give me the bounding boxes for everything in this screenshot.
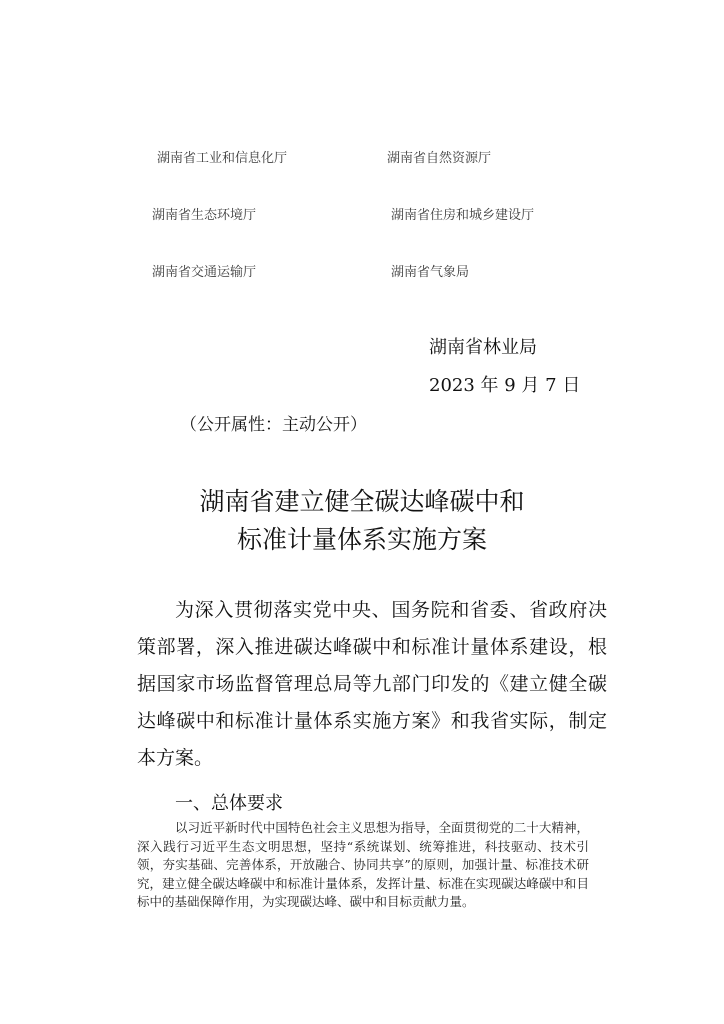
title-line-2: 标准计量体系实施方案 — [236, 525, 487, 554]
agency-natural-resources: 湖南省自然资源厅 — [387, 151, 492, 166]
signature-date: 2023 年 9 月 7 日 — [429, 375, 581, 396]
agency-industry-it: 湖南省工业和信息化厅 — [157, 151, 288, 166]
agency-ecology-environment: 湖南省生态环境厅 — [152, 208, 257, 223]
disclosure-attribute: （公开属性：主动公开） — [180, 415, 367, 435]
agency-transport: 湖南省交通运输厅 — [152, 265, 257, 280]
signature-org: 湖南省林业局 — [429, 337, 537, 358]
intro-paragraph: 为深入贯彻落实党中央、国务院和省委、省政府决策部署，深入推进碳达峰碳中和标准计量体系建设，根据国家市场监督管理总局等九部门印发的《建立健全碳达峰碳中和标准计量体系实施方案》和我省实际，制定本方案。 — [137, 599, 607, 769]
title-line-1: 湖南省建立健全碳达峰碳中和 — [199, 487, 525, 516]
agency-housing-construction: 湖南省住房和城乡建设厅 — [391, 208, 535, 223]
agency-meteorology: 湖南省气象局 — [391, 265, 470, 280]
section-heading-general-requirements: 一、总体要求 — [175, 793, 283, 814]
section-paragraph: 以习近平新时代中国特色社会主义思想为指导，全面贯彻党的二十大精神，深入践行习近平生态文明思想，坚持“系统谋划、统筹推进，科技驱动、技术引领，夯实基础、完善体系，开放融合、协同共享”的原则，加强计量、标准技术研究，建立健全碳达峰碳中和标准计量体系，发挥计量、标准在实现碳达峰碳中和目标中的基础保障作用，为实现碳达峰、碳中和目标贡献力量。 — [137, 820, 589, 909]
